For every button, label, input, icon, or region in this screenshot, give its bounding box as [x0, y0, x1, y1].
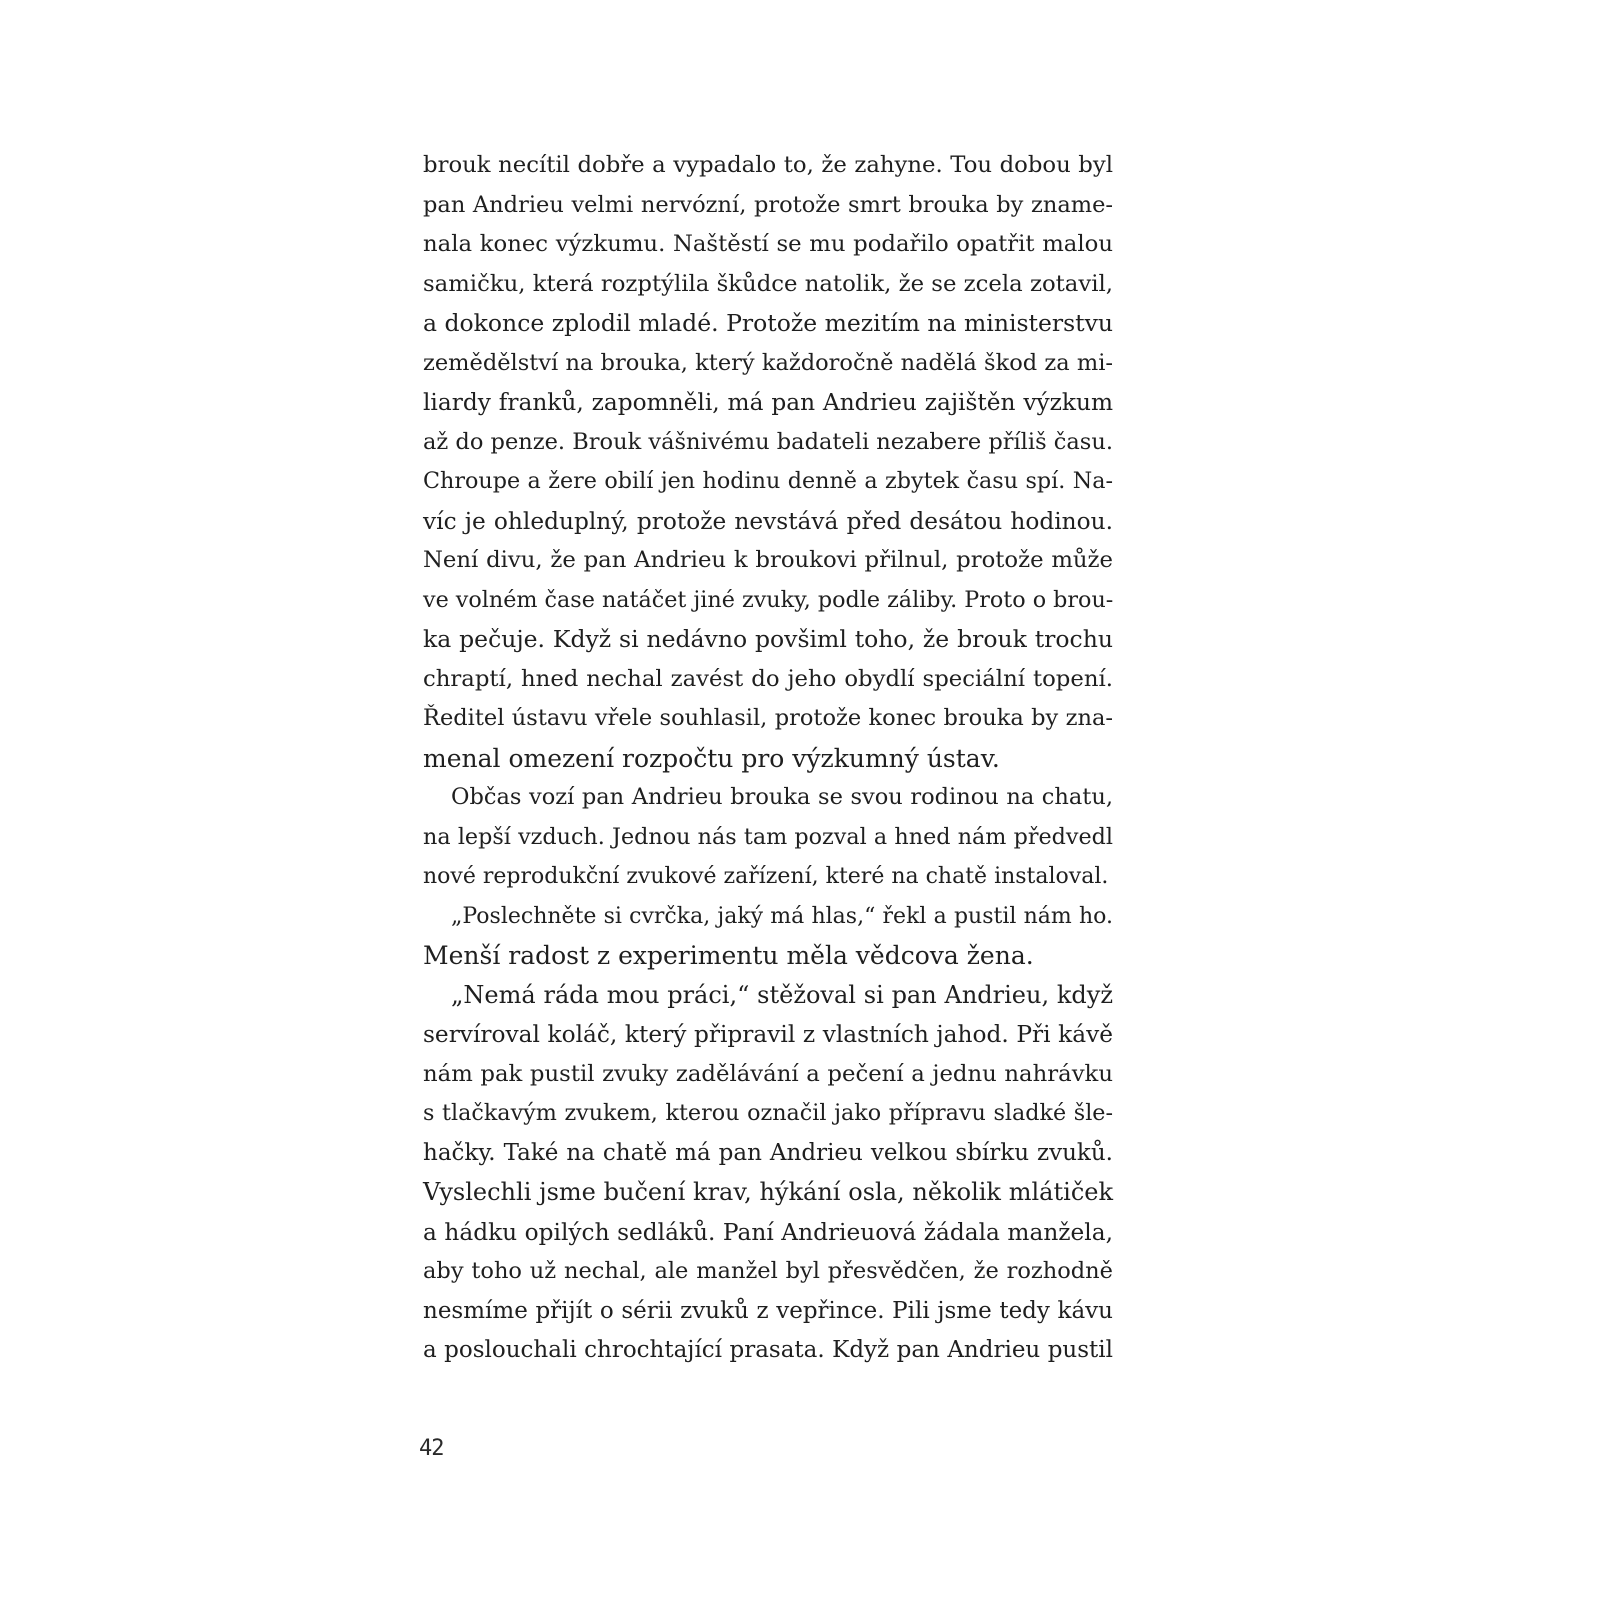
text-line: „Nemá ráda mou práci,“ stěžoval si pan Andrieu, když — [451, 980, 1113, 1009]
text-line: Občas vozí pan Andrieu brouka se svou rodinou na chatu, — [451, 784, 1113, 810]
text-line: zemědělství na brouka, který každoročně nadělá škod za mi- — [423, 349, 1113, 376]
text-line: Není divu, že pan Andrieu k broukovi přilnul, protože může — [423, 547, 1113, 573]
text-line: aby toho už nechal, ale manžel byl přesvědčen, že rozhodně — [423, 1258, 1113, 1284]
text-line: Menší radost z experimentu měla vědcova žena. — [423, 941, 1034, 970]
text-line: nové reprodukční zvukové zařízení, které na chatě instaloval. — [423, 864, 1109, 889]
page-number: 42 — [419, 1436, 444, 1461]
text-line: liardy franků, zapomněli, má pan Andrieu zajištěn výzkum — [423, 389, 1113, 416]
text-line: Vyslechli jsme bučení krav, hýkání osla, několik mlátiček — [423, 1178, 1113, 1206]
text-line: a poslouchali chrochtající prasata. Když pan Andrieu pustil — [423, 1337, 1113, 1363]
text-line: s tlačkavým zvukem, kterou označil jako přípravu sladké šle- — [423, 1100, 1113, 1126]
text-line: a dokonce zplodil mladé. Protože mezitím na ministerstvu — [423, 309, 1114, 337]
text-line: menal omezení rozpočtu pro výzkumný ústav. — [423, 743, 1000, 773]
text-line: Chroupe a žere obilí jen hodinu denně a zbytek času spí. Na- — [423, 468, 1113, 494]
text-line: „Poslechněte si cvrčka, jaký má hlas,“ řekl a pustil nám ho. — [451, 903, 1113, 929]
text-line: nesmíme přijít o sérii zvuků z vepřince. Pili jsme tedy kávu — [423, 1297, 1113, 1324]
text-line: až do penze. Brouk vášnivému badateli nezabere příliš času. — [423, 428, 1113, 455]
text-line: víc je ohleduplný, protože nevstává před desátou hodinou. — [423, 507, 1113, 535]
text-line: pan Andrieu velmi nervózní, protože smrt brouka by zname- — [423, 191, 1113, 218]
text-line: a hádku opilých sedláků. Paní Andrieuová žádala manžela, — [423, 1218, 1113, 1246]
text-line: na lepší vzduch. Jednou nás tam pozval a hned nám předvedl — [423, 823, 1113, 850]
text-line: ve volném čase natáčet jiné zvuky, podle záliby. Proto o brou- — [423, 586, 1114, 613]
text-line: nám pak pustil zvuky zadělávání a pečení a jednu nahrávku — [423, 1060, 1113, 1087]
text-line: hačky. Také na chatě má pan Andrieu velkou sbírku zvuků. — [423, 1139, 1113, 1166]
text-line: chraptí, hned nechal zavést do jeho obydlí speciální topení. — [423, 665, 1113, 692]
text-line: ka pečuje. Když si nedávno povšiml toho, že brouk trochu — [423, 625, 1113, 653]
body-text — [423, 146, 1113, 1371]
text-line: nala konec výzkumu. Naštěstí se mu podařilo opatřit malou — [423, 231, 1113, 257]
text-line: samičku, která rozptýlila škůdce natolik, že se zcela zotavil, — [423, 270, 1113, 297]
text-line: servíroval koláč, který připravil z vlastních jahod. Při kávě — [423, 1021, 1113, 1048]
text-line: Ředitel ústavu vřele souhlasil, protože konec brouka by zna- — [423, 705, 1113, 731]
text-line: brouk necítil dobře a vypadalo to, že zahyne. Tou dobou byl — [423, 152, 1113, 178]
